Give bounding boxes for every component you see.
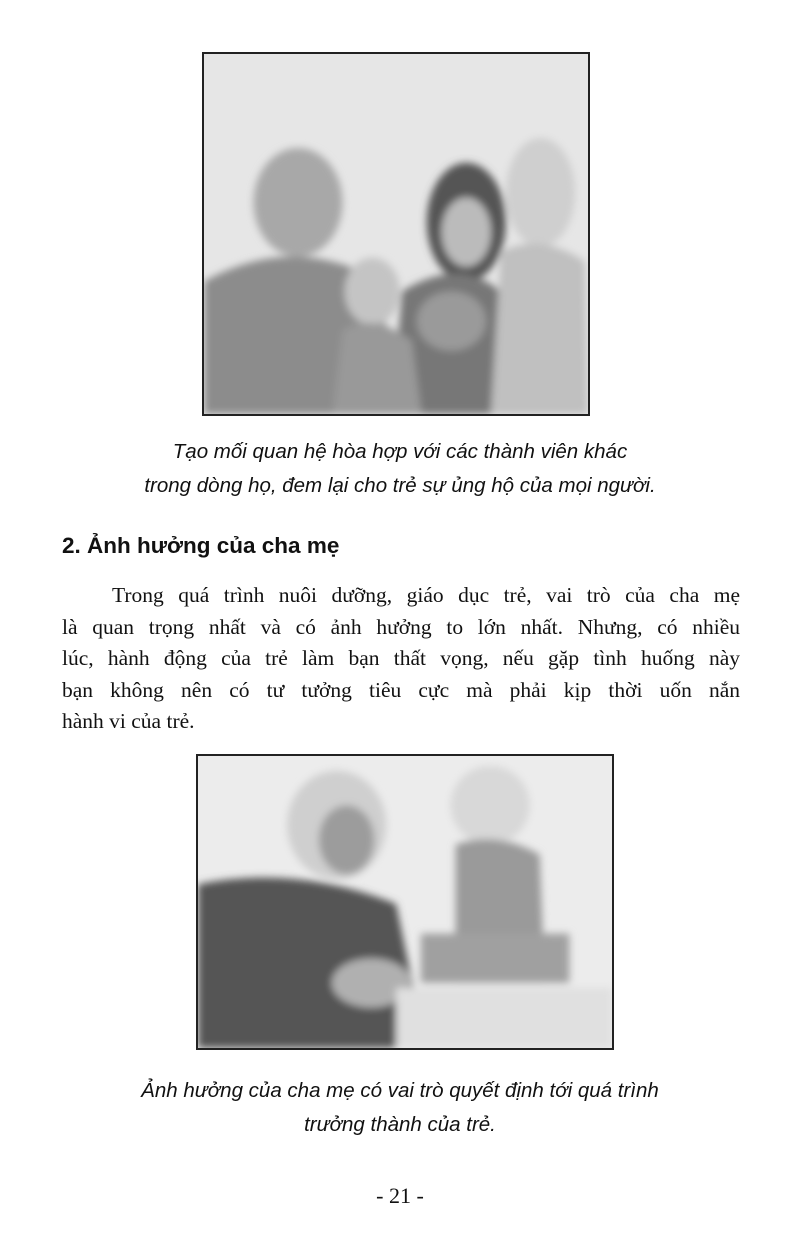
parent-child-photo xyxy=(196,754,614,1050)
page-number: - 21 - xyxy=(376,1183,424,1208)
caption-line: Tạo mối quan hệ hòa hợp với các thành viên khác xyxy=(172,440,628,463)
figure-2-caption xyxy=(0,1074,800,1142)
caption-line: trưởng thành của trẻ. xyxy=(304,1113,496,1136)
figure-1-caption xyxy=(0,435,800,503)
paragraph-line: Trong quá trình nuôi dưỡng, giáo dục trẻ, vai trò của cha mẹ xyxy=(112,583,740,607)
family-photo xyxy=(202,52,590,416)
caption-line: trong dòng họ, đem lại cho trẻ sự ủng hộ của mọi người. xyxy=(144,474,656,497)
section-heading: 2. Ảnh hưởng của cha mẹ xyxy=(62,533,340,558)
paragraph-line: hành vi của trẻ. xyxy=(62,709,195,733)
paragraph-line: bạn không nên có tư tưởng tiêu cực mà phải kịp thời uốn nắn xyxy=(62,677,740,702)
caption-line: Ảnh hưởng của cha mẹ có vai trò quyết định tới quá trình xyxy=(141,1079,659,1102)
paragraph-line: lúc, hành động của trẻ làm bạn thất vọng, nếu gặp tình huống này xyxy=(62,646,740,670)
body-paragraph xyxy=(62,580,740,738)
paragraph-line: là quan trọng nhất và có ảnh hưởng to lớn nhất. Nhưng, có nhiều xyxy=(62,614,740,639)
